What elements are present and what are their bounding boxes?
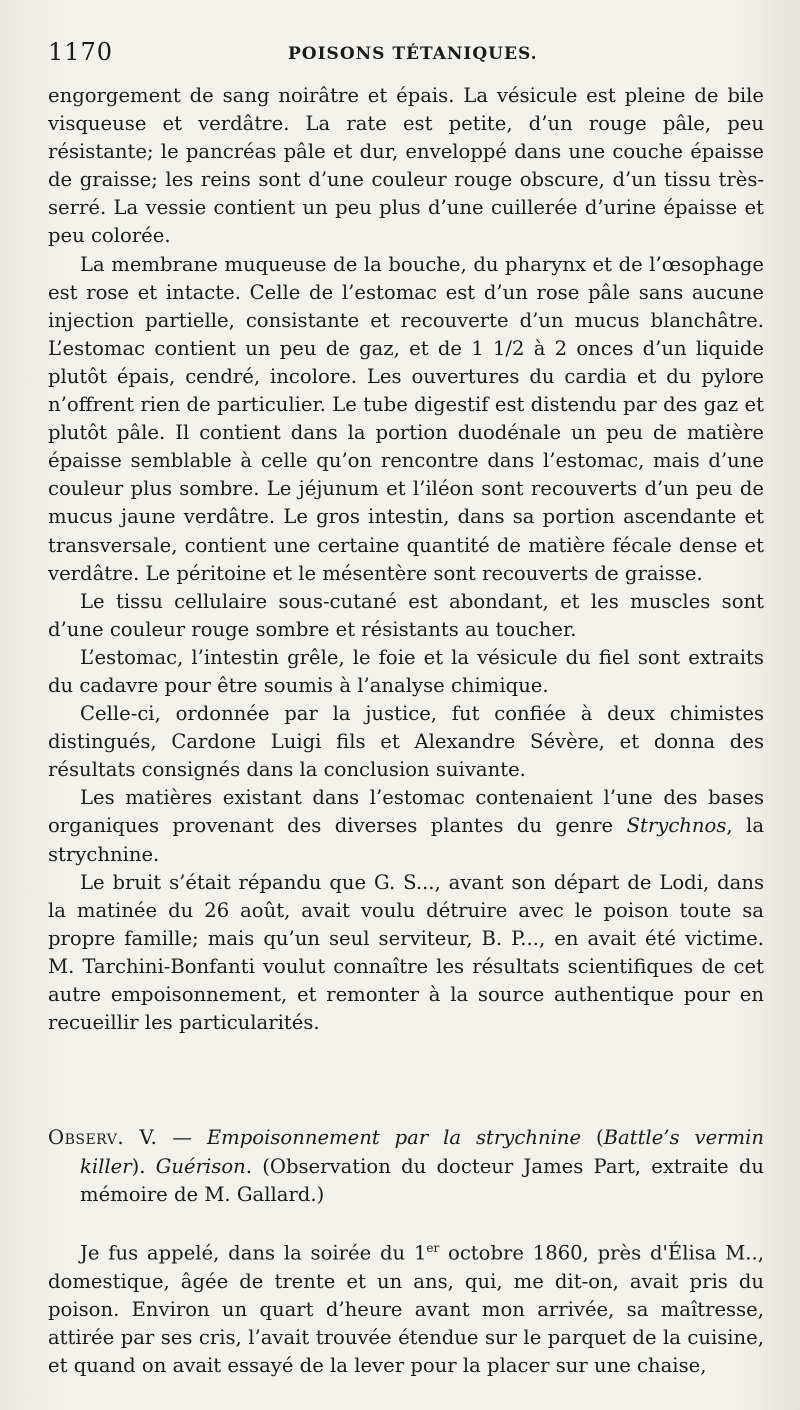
page-number: 1170	[48, 38, 114, 66]
paragraph: La membrane muqueuse de la bouche, du pharynx et de l’œsophage est rose et intacte. Celle de l’estomac est d’un rose pâle sans aucune injection partielle, consistante et recouverte d’un mucus blanchâtre. L’estomac contient un peu de gaz, et de 1 1/2 à 2 onces d’un liquide plutôt épais, cendré, incolore. Les ouvertures du cardia et du pylore n’offrent rien de particulier. Le tube digestif est distendu par des gaz et plutôt pâle. Il contient dans la portion duodénale un peu de matière épaisse semblable à celle qu’on rencontre dans l’estomac, mais d’une couleur plus sombre. Le jéjunum et l’iléon sont recouverts d’un peu de mucus jaune verdâtre. Le gros intestin, dans sa portion ascendante et transversale, contient une certaine quantité de matière fécale dense et verdâtre. Le péritoine et le mésentère sont recouverts de graisse.	[48, 252, 764, 585]
paragraph	[48, 784, 764, 868]
paragraph: Le tissu cellulaire sous-cutané est abondant, et les muscles sont d’une couleur rouge sombre et résistants au toucher.	[48, 589, 764, 641]
observation-dash: —	[157, 1126, 207, 1149]
paragraph-text: Je fus appelé, dans la soirée du 1	[80, 1241, 427, 1265]
observation-credit: . (Observation du docteur James Part, extraite du mémoire de M. Gallard.)	[80, 1154, 764, 1206]
main-text	[48, 82, 764, 1037]
paragraph-text: Les matières existant dans l’estomac contenaient l’une des bases organiques provenant des diverses plantes du genre	[48, 786, 764, 838]
paragraph-text: , la strychnine.	[48, 814, 765, 866]
paragraph: engorgement de sang noirâtre et épais. La vésicule est pleine de bile visqueuse et verdâtre. La rate est petite, d’un rouge pâle, peu résistante; le pancréas pâle et dur, enveloppé dans une couche épaisse de graisse; les reins sont d’une couleur rouge obscure, d’un tissu très-serré. La vessie contient un peu plus d’une cuillerée d’urine épaisse et peu colorée.	[48, 84, 764, 248]
ordinal-superscript: er	[426, 1241, 440, 1255]
observation-paren-open: (	[581, 1126, 604, 1149]
paragraph: L’estomac, l’intestin grêle, le foie et la vésicule du fiel sont extraits du cadavre pour être soumis à l’analyse chimique.	[48, 645, 764, 697]
paragraph: Le bruit s’était répandu que G. S..., avant son départ de Lodi, dans la matinée du 26 août, avait voulu détruire avec le poison toute sa propre famille; mais qu’un seul serviteur, B. P..., en avait été victime. M. Tarchini-Bonfanti voulut connaître les résultats scientifiques de cet autre empoisonnement, et remonter à la source authentique pour en recueillir les particularités.	[48, 870, 764, 1035]
observation-label: Observ. V.	[48, 1126, 158, 1149]
observation-title: Empoisonnement par la strychnine	[206, 1126, 582, 1149]
paragraph-text: octobre 1860, près d'Élisa M.., domestique, âgée de trente et un ans, qui, me dit-on, avait pris du poison. Environ un quart d’heure avant mon arrivée, sa maîtresse, attirée par ses cris, l’avait trouvée étendue sur le parquet de la cuisine, et quand on avait essayé de la lever pour la placer sur une chaise,	[48, 1241, 764, 1378]
observation-heading	[48, 1124, 764, 1210]
genus-name: Strychnos	[626, 814, 727, 838]
paragraph: Celle-ci, ordonnée par la justice, fut confiée à deux chimistes distingués, Cardone Luigi fils et Alexandre Sévère, et donna des résultats consignés dans la conclusion suivante.	[48, 702, 764, 782]
page-header	[48, 36, 748, 76]
paragraph	[48, 1234, 764, 1381]
running-title: POISONS TÉTANIQUES.	[288, 44, 538, 64]
observation-source: Battle’s vermin killer	[80, 1126, 764, 1178]
observation-paren-close: ).	[131, 1154, 156, 1178]
observation-outcome: Guérison	[155, 1154, 246, 1178]
